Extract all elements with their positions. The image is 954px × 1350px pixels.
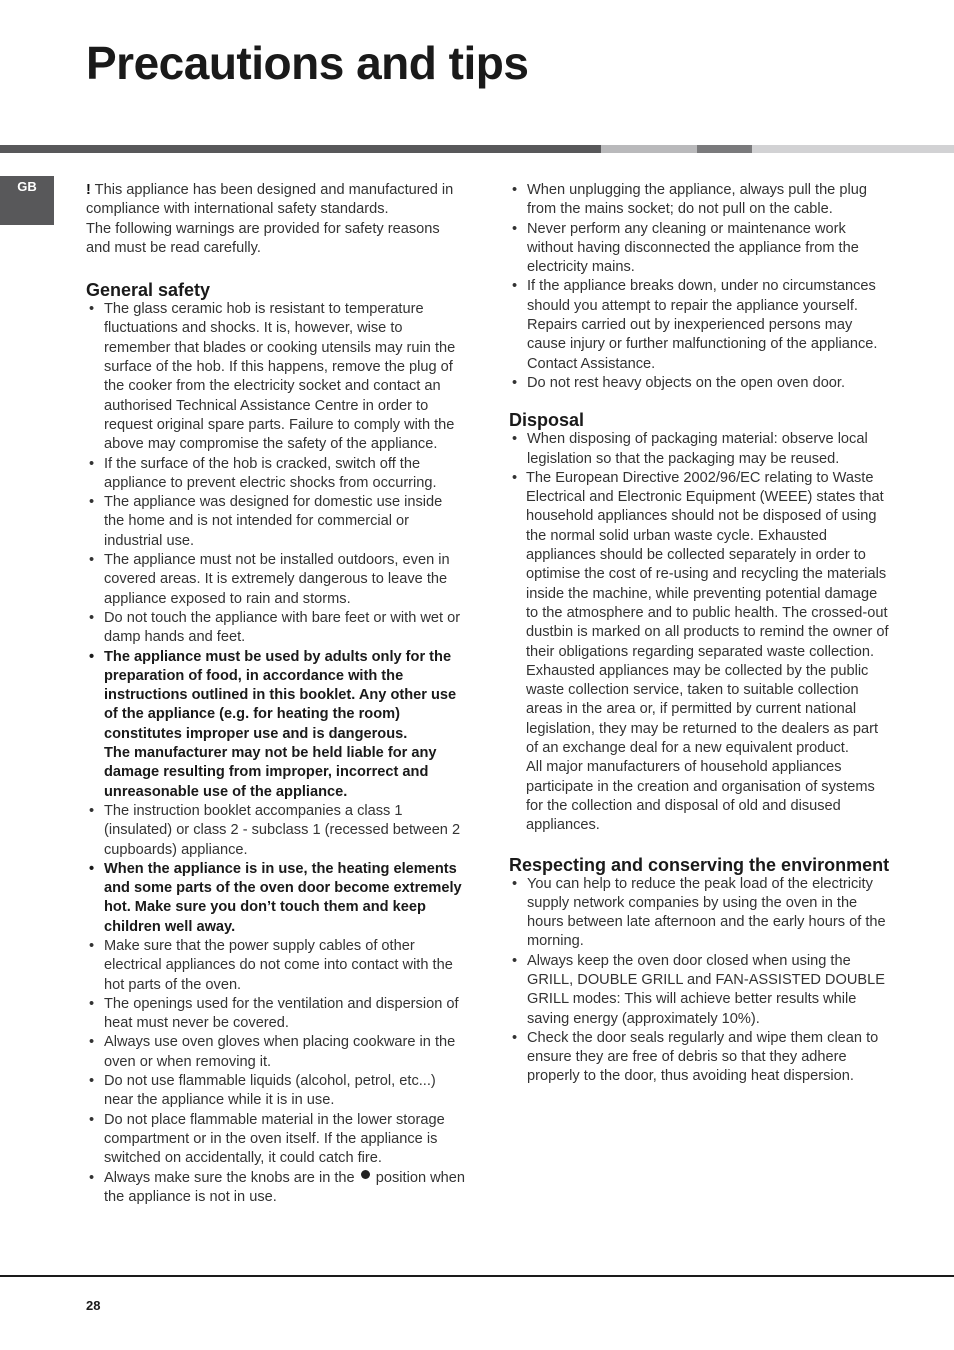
list-item: • The instruction booklet accompanies a class 1 (insulated) or class 2 - subclass 1 (recessed between 2 cupboards) appliance.	[86, 802, 466, 860]
list-item: • When unplugging the appliance, always pull the plug from the mains socket; do not pull on the cable.	[509, 181, 891, 220]
list-item-bold	[86, 648, 466, 802]
header-bar-segment	[0, 145, 601, 153]
knobs-text-start: Always make sure the knobs are in the	[104, 1169, 355, 1186]
list-item: • Check the door seals regularly and wipe them clean to ensure they are free of debris so that they adhere properly to the door, thus avoiding heat dispersion.	[509, 1029, 891, 1087]
list-item: • If the surface of the hob is cracked, switch off the appliance to prevent electric shocks from occurring.	[86, 455, 466, 494]
list-item: • The glass ceramic hob is resistant to temperature fluctuations and shocks. It is, however, wise to remember that blades or cooking utensils may ruin the surface of the hob. If this happens, remove the plug of the cooker from the electricity socket and contact an authorised Technical Assistance Centre in order to request original spare parts. Failure to comply with the above may compromise the safety of the appliance.	[86, 300, 466, 454]
environment-list	[509, 875, 891, 1087]
list-item: • When disposing of packaging material: observe local legislation so that the packaging may be reused.	[509, 430, 891, 469]
left-column	[86, 181, 466, 1207]
list-item: • Always keep the oven door closed when using the GRILL, DOUBLE GRILL and FAN-ASSISTED DOUBLE GRILL modes: This will achieve better results while saving energy (approximately 10%).	[509, 952, 891, 1029]
list-item	[509, 469, 891, 836]
environment-heading: Respecting and conserving the environment	[509, 854, 890, 875]
bold-warning-text: The manufacturer may not be held liable for any damage resulting from improper, incorrect and unreasonable use of the appliance.	[104, 745, 437, 800]
list-item: • Do not rest heavy objects on the open oven door.	[509, 374, 891, 393]
list-item: • Do not use flammable liquids (alcohol, petrol, etc...) near the appliance while it is in use.	[86, 1072, 466, 1111]
page-number: 28	[86, 1298, 101, 1313]
right-column	[509, 181, 891, 1087]
weee-paragraph: Exhausted appliances may be collected by the public waste collection service, taken to suitable collection areas in the area or, if permitted by current national legislation, they may be returned to the dealers as part of an exchange deal for a new equivalent product.	[526, 662, 879, 757]
footer-rule	[0, 1275, 954, 1277]
intro-paragraph	[86, 181, 466, 220]
page-title: Precautions and tips	[86, 37, 529, 89]
disposal-heading: Disposal	[509, 410, 585, 431]
continued-safety-list	[509, 181, 891, 393]
list-item: • The appliance must not be installed outdoors, even in covered areas. It is extremely dangerous to leave the appliance exposed to rain and storms.	[86, 551, 466, 609]
list-item: • Make sure that the power supply cables of other electrical appliances do not come into contact with the hot parts of the oven.	[86, 937, 466, 995]
off-position-icon	[361, 1170, 370, 1179]
list-item-bold: • When the appliance is in use, the heating elements and some parts of the oven door become extremely hot. Make sure you don’t touch them and keep children well away.	[86, 860, 466, 937]
weee-paragraph: • The European Directive 2002/96/EC relating to Waste Electrical and Electronic Equipment (WEEE) states that household appliances should not be disposed of using the normal solid urban waste cycle. Exhausted appliances should be collected separately in order to optimise the cost of re-using and recycling the materials inside the machine, while preventing potential damage to the atmosphere and to public health. The crossed-out dustbin is marked on all products to remind the owner of their obligations regarding separated waste collection.	[526, 469, 889, 660]
language-tab: GB	[0, 176, 54, 225]
weee-paragraph: All major manufacturers of household appliances participate in the creation and organisation of systems for the collection and disposal of old and disused appliances.	[526, 759, 875, 834]
header-bar-segment	[601, 145, 697, 153]
knobs-text-end: position when the appliance is not in use.	[104, 1169, 466, 1205]
intro-paragraph: The following warnings are provided for safety reasons and must be read carefully.	[86, 220, 440, 256]
general-safety-list	[86, 300, 466, 1207]
list-item	[86, 1169, 466, 1208]
warning-mark: !	[86, 182, 91, 198]
list-item: • If the appliance breaks down, under no circumstances should you attempt to repair the appliance yourself. Repairs carried out by inexperienced persons may cause injury or further malfunctioning of the appliance. Contact Assistance.	[509, 277, 891, 373]
list-item: • The appliance was designed for domestic use inside the home and is not intended for commercial or industrial use.	[86, 493, 466, 551]
list-item: • Always use oven gloves when placing cookware in the oven or when removing it.	[86, 1033, 466, 1072]
intro-block	[86, 181, 466, 258]
intro-text: This appliance has been designed and manufactured in compliance with international safety standards.	[86, 182, 454, 218]
general-safety-heading: General safety	[86, 280, 211, 301]
header-bar-segment	[752, 145, 954, 153]
list-item: • Never perform any cleaning or maintenance work without having disconnected the appliance from the electricity mains.	[509, 220, 891, 278]
disposal-list	[509, 430, 891, 835]
list-item: • The openings used for the ventilation and dispersion of heat must never be covered.	[86, 995, 466, 1034]
header-bar-segment	[697, 145, 752, 153]
list-item: • Do not touch the appliance with bare feet or with wet or damp hands and feet.	[86, 609, 466, 648]
bold-warning-text: • The appliance must be used by adults only for the preparation of food, in accordance with the instructions outlined in this booklet. Any other use of the appliance (e.g. for heating the room) constitutes improper use and is dangerous.	[104, 648, 457, 742]
list-item: • You can help to reduce the peak load of the electricity supply network companies by using the oven in the hours between late afternoon and the early hours of the morning.	[509, 875, 891, 952]
list-item: • Do not place flammable material in the lower storage compartment or in the oven itself. If the appliance is switched on accidentally, it could catch fire.	[86, 1111, 466, 1169]
